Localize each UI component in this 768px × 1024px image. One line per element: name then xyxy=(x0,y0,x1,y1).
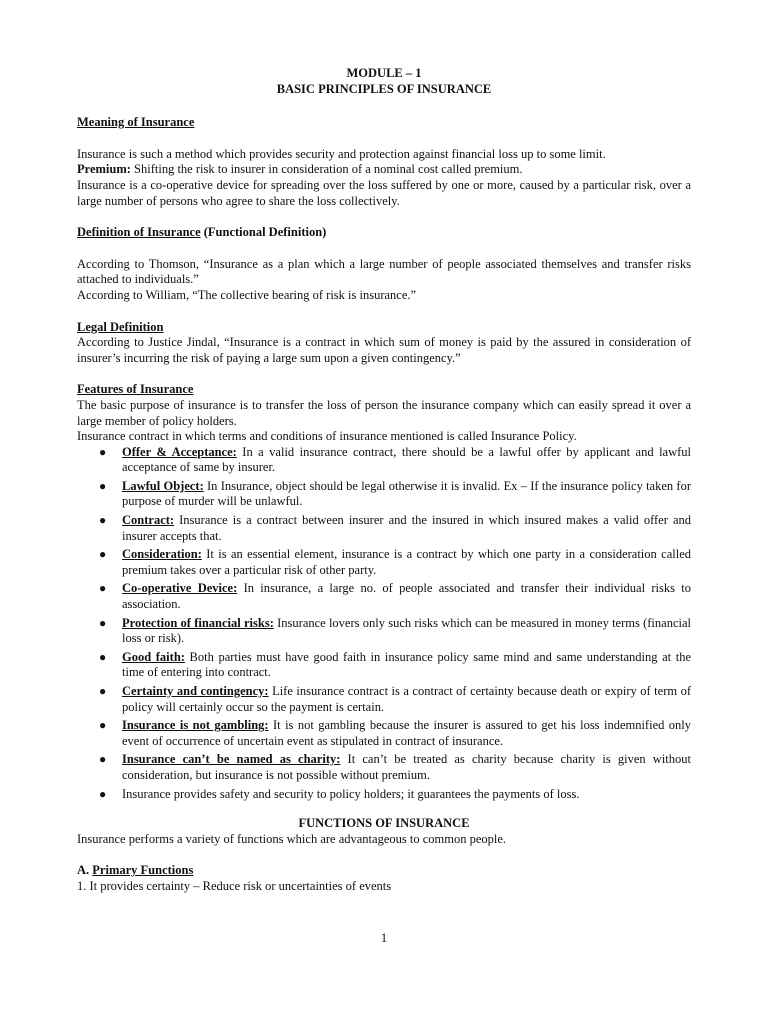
feature-term: Good faith: xyxy=(122,649,185,664)
bullet-icon: ● xyxy=(99,547,107,562)
feature-term: Certainty and contingency: xyxy=(122,684,269,698)
feature-term: Insurance is not gambling: xyxy=(122,718,269,733)
primary-heading-text: Primary Functions xyxy=(92,863,194,878)
feature-text: It can’t be treated as charity because charity is given without consideration, but insurance is not possible without premium. xyxy=(122,752,691,782)
bullet-icon: ● xyxy=(99,649,107,664)
list-item xyxy=(77,547,691,578)
premium-paragraph xyxy=(77,162,691,178)
legal-heading: Legal Definition xyxy=(77,319,164,334)
bullet-icon: ● xyxy=(99,478,107,493)
feature-text: It is not gambling because the insurer is assured to get his loss indemnified only event of occurrence of uncertain event as stipulated in contract of insurance. xyxy=(122,718,692,748)
bullet-icon: ● xyxy=(99,752,107,767)
feature-text: Insurance lovers only such risks which can be measured in money terms (financial loss or risk). xyxy=(122,615,691,646)
list-item xyxy=(77,650,691,681)
meaning-line1: Insurance is such a method which provides security and protection against financial loss up to some limit. xyxy=(77,146,606,161)
features-intro1: The basic purpose of insurance is to transfer the loss of person the insurance company which can easily spread it over a large member of policy holders. xyxy=(77,397,691,428)
list-item xyxy=(77,684,691,715)
list-item xyxy=(77,616,691,647)
list-item xyxy=(77,752,691,783)
definition-heading-underlined: Definition of Insurance xyxy=(77,225,201,240)
bullet-icon: ● xyxy=(99,581,107,596)
list-item xyxy=(77,479,691,510)
feature-term: Lawful Object: xyxy=(122,478,204,493)
meaning-heading: Meaning of Insurance xyxy=(77,115,195,130)
feature-term: Protection of financial risks: xyxy=(122,615,274,630)
feature-text: Insurance provides safety and security to policy holders; it guarantees the payments of loss. xyxy=(122,786,580,801)
bullet-icon: ● xyxy=(99,786,107,801)
list-item xyxy=(77,787,691,803)
feature-term: Offer & Acceptance: xyxy=(122,444,237,459)
william-definition: According to William, “The collective bearing of risk is insurance.” xyxy=(77,287,417,302)
features-list xyxy=(77,445,691,802)
feature-term: Contract: xyxy=(122,513,175,528)
feature-text: In a valid insurance contract, there should be a lawful offer by applicant and lawful acceptance of same by insurer. xyxy=(122,444,691,475)
features-heading: Features of Insurance xyxy=(77,382,194,397)
feature-text: In Insurance, object should be legal otherwise it is invalid. Ex – If the insurance policy taken for purpose of murder will be unlawful. xyxy=(122,478,692,509)
definition-heading xyxy=(77,225,691,241)
list-item xyxy=(77,718,691,749)
feature-text: It is an essential element, insurance is a contract by which one party in a consideration called premium takes over a particular risk of other party. xyxy=(122,547,691,577)
list-item xyxy=(77,513,691,544)
bullet-icon: ● xyxy=(99,615,107,630)
feature-term: Insurance can’t be named as charity: xyxy=(122,752,341,767)
functions-intro: Insurance performs a variety of functions which are advantageous to common people. xyxy=(77,831,507,846)
bullet-icon: ● xyxy=(99,444,107,459)
bullet-icon: ● xyxy=(99,718,107,733)
feature-text: Insurance is a contract between insurer and the insured in which insured makes a valid offer and insurer accepts that. xyxy=(122,513,691,543)
list-item xyxy=(77,445,691,476)
document-title: BASIC PRINCIPLES OF INSURANCE xyxy=(276,81,492,96)
list-item xyxy=(77,581,691,612)
premium-text: Shifting the risk to insurer in consideration of a nominal cost called premium. xyxy=(130,162,523,177)
legal-definition: According to Justice Jindal, “Insurance is a contract in which sum of money is paid by the assured in consideration of insurer’s incurring the risk of paying a large sum upon a given contingency.” xyxy=(77,335,691,365)
feature-term: Consideration: xyxy=(122,547,202,562)
feature-term: Co-operative Device: xyxy=(122,581,238,596)
primary-functions-heading xyxy=(77,863,691,879)
primary-prefix: A. xyxy=(77,863,93,878)
module-label: MODULE – 1 xyxy=(346,66,422,80)
document-page xyxy=(77,66,691,895)
bullet-icon: ● xyxy=(99,684,107,698)
feature-text: In insurance, a large no. of people associated and transfer their individual risks to association. xyxy=(122,581,691,612)
page-number: 1 xyxy=(380,931,388,945)
premium-label: Premium: xyxy=(77,162,131,177)
feature-text: Both parties must have good faith in insurance policy same mind and same understanding at the time of entering into contract. xyxy=(122,649,691,680)
primary-function-item-1: 1. It provides certainty – Reduce risk or uncertainties of events xyxy=(77,878,392,893)
thomson-definition: According to Thomson, “Insurance as a plan which a large number of people associated themselves and transfer risks attached to individuals.” xyxy=(77,256,691,287)
feature-text: Life insurance contract is a contract of certainty because death or expiry of term of policy will certainly occur so the payment is certain. xyxy=(122,684,691,714)
features-intro2: Insurance contract in which terms and conditions of insurance mentioned is called Insurance Policy. xyxy=(77,429,577,444)
meaning-line3: Insurance is a co-operative device for spreading over the loss suffered by one or more, caused by a particular risk, over a large number of persons who agree to share the loss collectively. xyxy=(77,177,691,208)
bullet-icon: ● xyxy=(99,513,107,528)
functions-heading: FUNCTIONS OF INSURANCE xyxy=(298,816,470,831)
definition-heading-rest: (Functional Definition) xyxy=(200,225,327,240)
